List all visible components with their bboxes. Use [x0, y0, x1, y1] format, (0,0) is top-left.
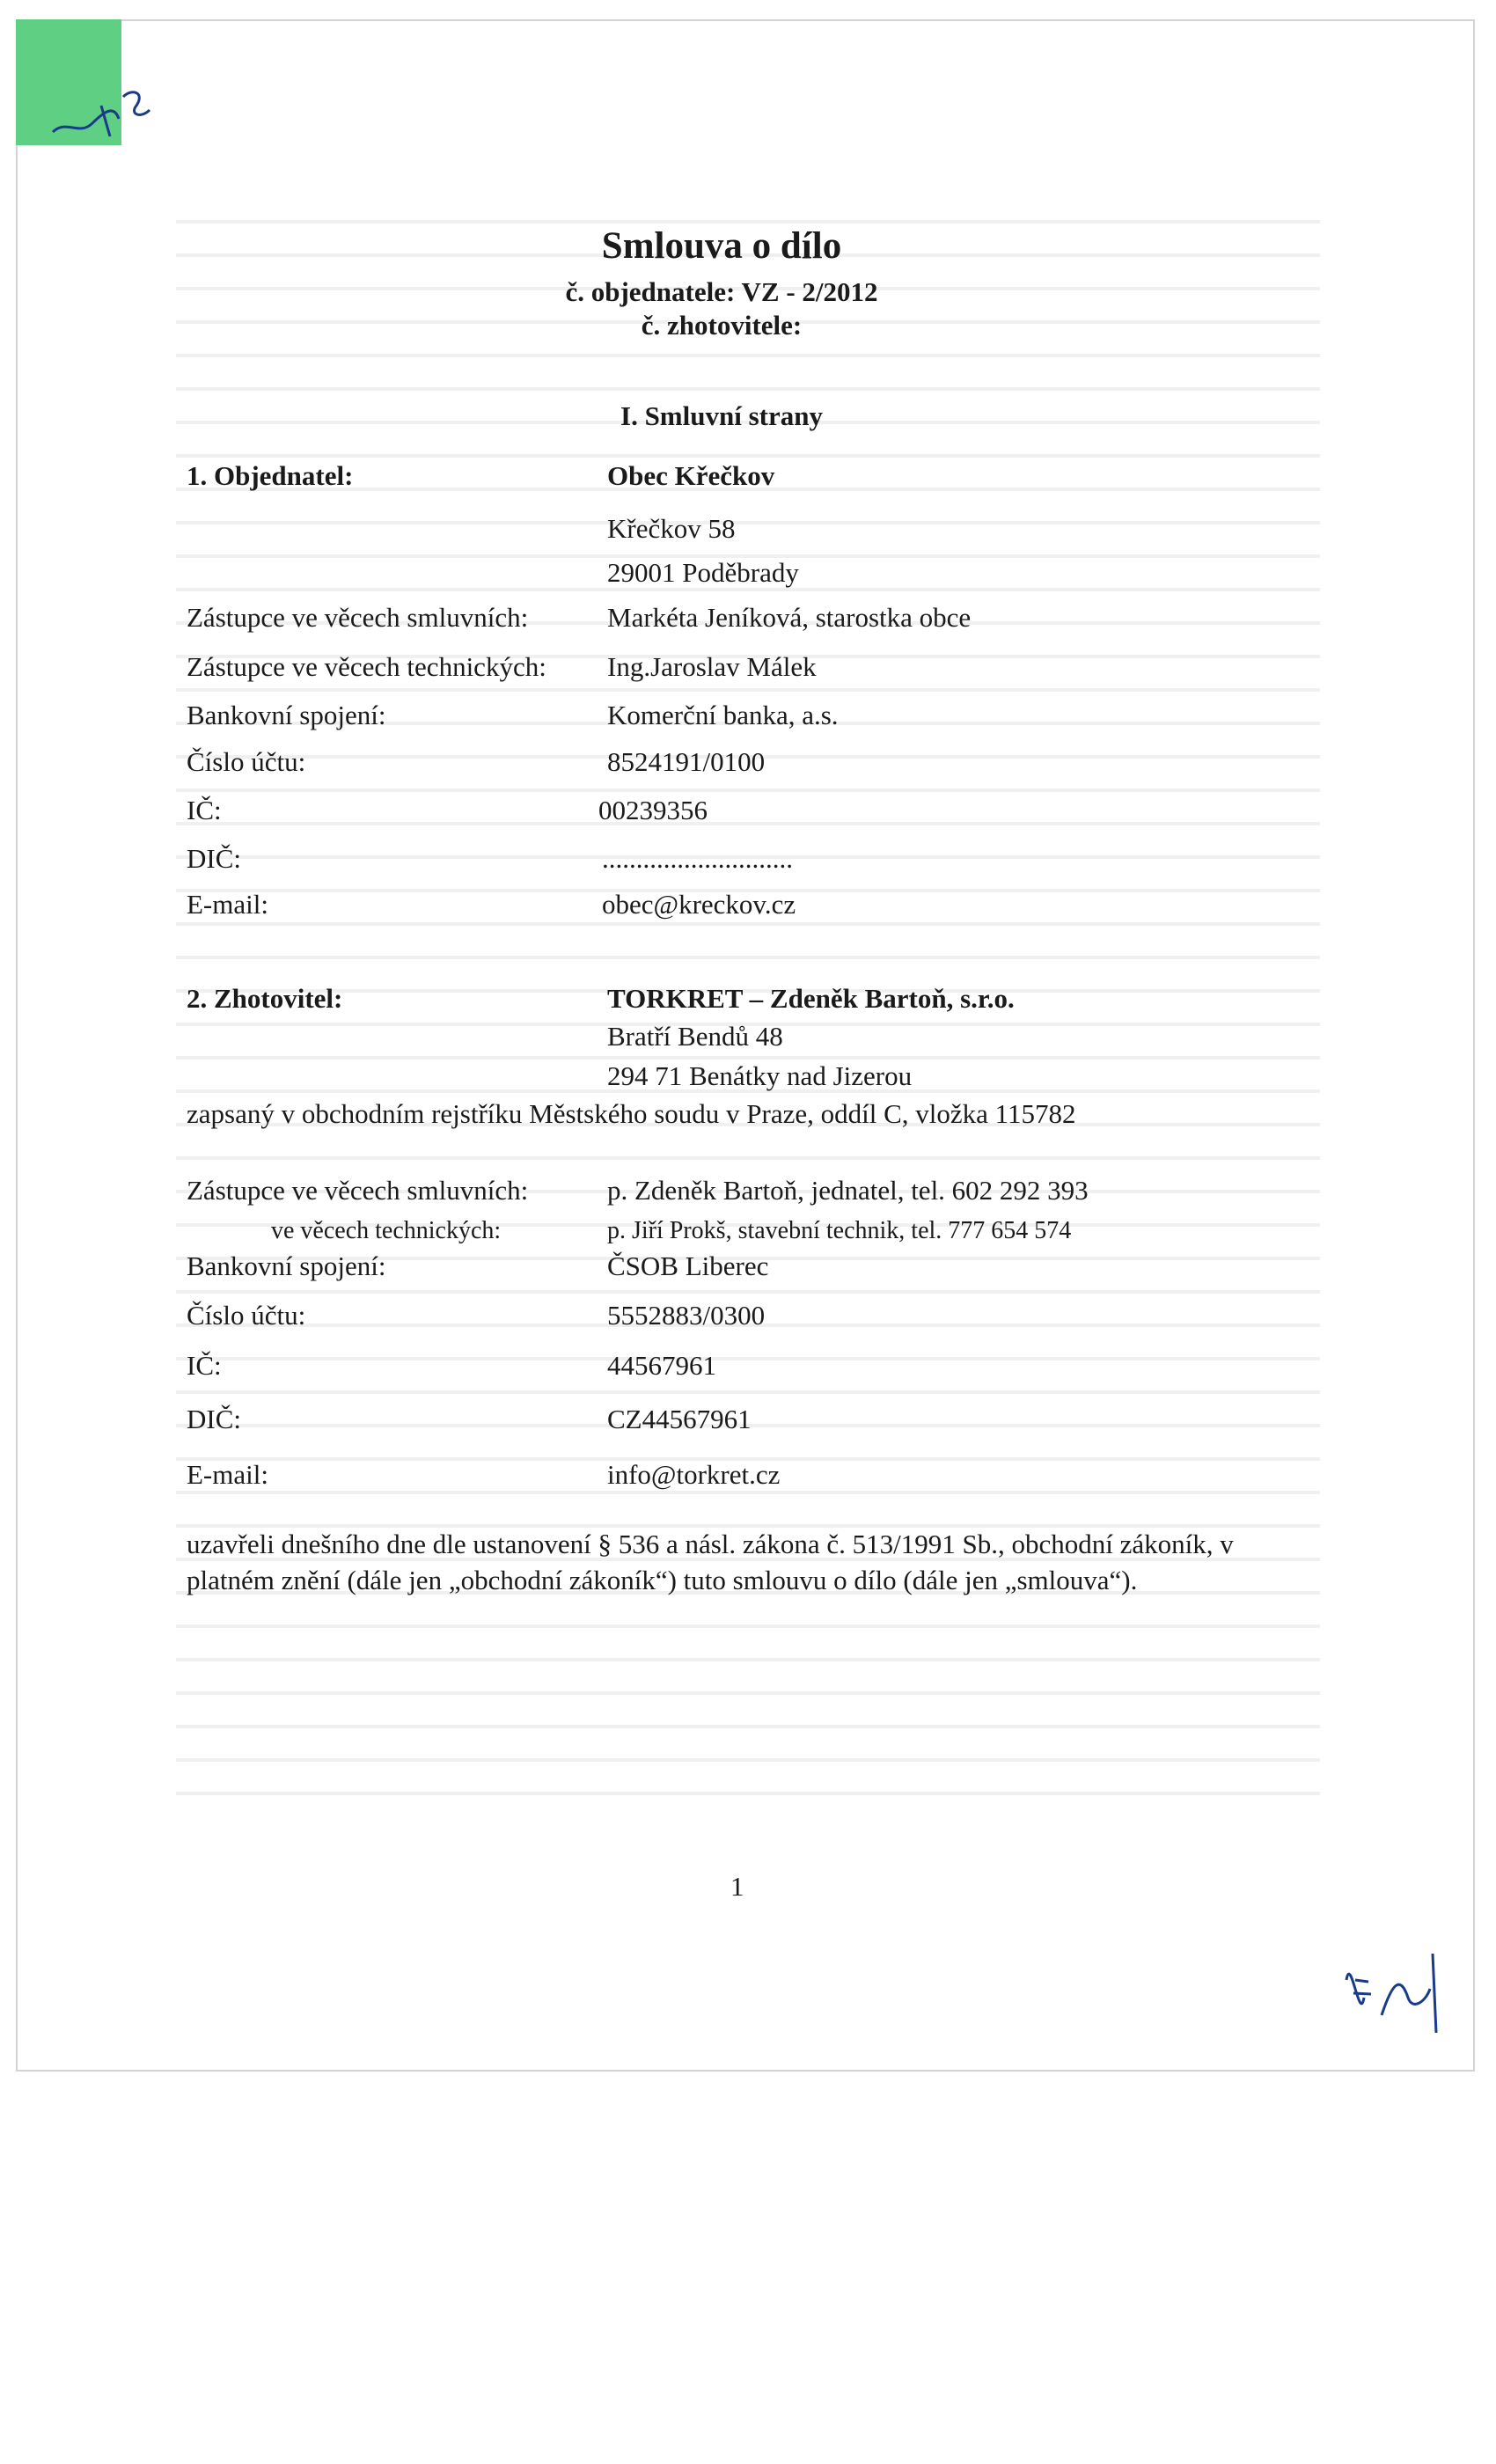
contractor-label: 2. Zhotovitel:: [187, 983, 343, 1014]
client-contract-rep-value: Markéta Jeníková, starostka obce: [607, 602, 972, 633]
client-name: Obec Křečkov: [607, 460, 775, 491]
client-street: Křečkov 58: [607, 513, 736, 544]
client-account-value: 8524191/0100: [607, 746, 766, 777]
page-number: 1: [730, 1871, 744, 1902]
client-ic-value: 00239356: [598, 795, 708, 825]
contractor-email-value: info@torkret.cz: [607, 1459, 781, 1490]
client-city: 29001 Poděbrady: [607, 557, 799, 588]
contractor-tech-rep-value: p. Jiří Prokš, stavební technik, tel. 777 654 574: [607, 1217, 1072, 1244]
client-ic-label: IČ:: [187, 795, 222, 825]
closing-line-2: platném znění (dále jen „obchodní zákoník“) tuto smlouvu o dílo (dále jen „smlouva“).: [187, 1565, 1138, 1595]
client-dic-value: ............................: [602, 843, 793, 874]
contractor-contract-rep-label: Zástupce ve věcech smluvních:: [187, 1175, 529, 1206]
contractor-bank-value: ČSOB Liberec: [607, 1250, 769, 1281]
document-title: Smlouva o dílo: [601, 225, 842, 267]
client-contract-rep-label: Zástupce ve věcech smluvních:: [187, 602, 529, 633]
client-label: 1. Objednatel:: [187, 460, 354, 491]
client-bank-value: Komerční banka, a.s.: [607, 700, 839, 730]
closing-line-1: uzavřeli dnešního dne dle ustanovení § 536 a násl. zákona č. 513/1991 Sb., obchodní zákoník, v: [187, 1529, 1234, 1559]
section-heading: I. Smluvní strany: [620, 400, 823, 431]
contractor-city: 294 71 Benátky nad Jizerou: [607, 1060, 913, 1091]
order-number-client: č. objednatele: VZ - 2/2012: [565, 276, 878, 307]
contractor-registry: zapsaný v obchodním rejstříku Městského soudu v Praze, oddíl C, vložka 115782: [187, 1098, 1076, 1129]
client-dic-label: DIČ:: [187, 843, 241, 874]
contractor-street: Bratří Bendů 48: [607, 1021, 783, 1052]
client-email-value: obec@kreckov.cz: [602, 889, 796, 920]
contractor-contract-rep-value: p. Zdeněk Bartoň, jednatel, tel. 602 292 393: [607, 1175, 1089, 1206]
initials-mark: [48, 70, 154, 150]
client-email-label: E-mail:: [187, 889, 268, 920]
contractor-account-value: 5552883/0300: [607, 1300, 766, 1331]
contractor-bank-label: Bankovní spojení:: [187, 1250, 386, 1281]
contractor-dic-label: DIČ:: [187, 1404, 241, 1434]
order-number-contractor: č. zhotovitele:: [641, 310, 803, 341]
client-bank-label: Bankovní spojení:: [187, 700, 386, 730]
client-tech-rep-label: Zástupce ve věcech technických:: [187, 651, 546, 682]
contractor-email-label: E-mail:: [187, 1459, 268, 1490]
signature: [1329, 1918, 1452, 2042]
client-tech-rep-value: Ing.Jaroslav Málek: [607, 651, 817, 682]
contractor-account-label: Číslo účtu:: [187, 1300, 306, 1331]
contractor-name: TORKRET – Zdeněk Bartoň, s.r.o.: [607, 983, 1015, 1014]
contractor-dic-value: CZ44567961: [607, 1404, 752, 1434]
contractor-ic-label: IČ:: [187, 1350, 222, 1381]
contractor-ic-value: 44567961: [607, 1350, 716, 1381]
client-account-label: Číslo účtu:: [187, 746, 306, 777]
contractor-tech-rep-label: ve věcech technických:: [271, 1217, 502, 1244]
